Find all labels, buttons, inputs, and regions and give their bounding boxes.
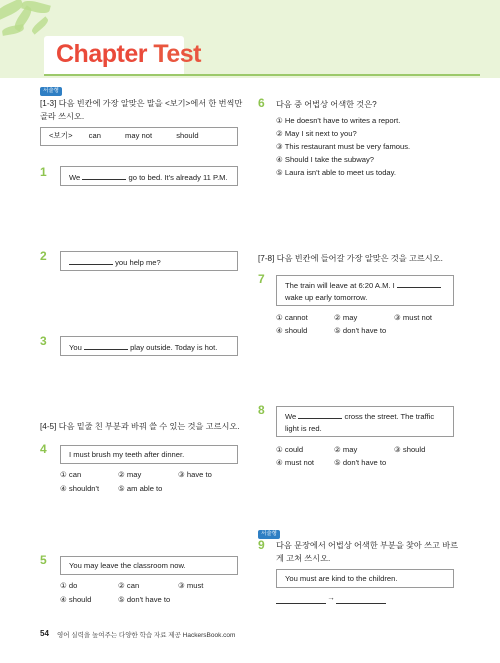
answer-blank: [69, 256, 113, 265]
option[interactable]: ④ should: [276, 326, 308, 335]
page-number: 54: [40, 629, 49, 638]
q6-question: 다음 중 어법상 어색한 것은?: [276, 100, 377, 109]
option[interactable]: ④ shouldn't: [60, 484, 100, 493]
q7-sentence-box: The train will leave at 6:20 A.M. I wake up early tomorrow.: [276, 275, 454, 306]
option[interactable]: ⑤ don't have to: [334, 458, 387, 467]
option[interactable]: ① can: [60, 470, 82, 479]
question-number: 3: [40, 334, 47, 348]
q9-question: 다음 문장에서 어법상 어색한 부분을 찾아 쓰고 바르 게 고쳐 쓰시오.: [276, 541, 459, 563]
q4-sentence-box: I must brush my teeth after dinner.: [60, 445, 238, 464]
question-number: 4: [40, 442, 47, 456]
answer-blank: [82, 171, 126, 180]
q8-sentence-box: We cross the street. The traffic light is red.: [276, 406, 454, 437]
option[interactable]: ⑤ Laura isn't able to meet us today.: [276, 168, 396, 177]
option[interactable]: ① do: [60, 581, 78, 590]
instruction-4-5: [4-5] 다음 밑줄 친 부분과 바꿔 쓸 수 있는 것을 고르시오.: [40, 422, 240, 431]
descriptive-tag: 서술형: [40, 87, 62, 96]
arrow-icon: →: [327, 593, 335, 602]
instruction-1-3: [1-3] 다음 빈칸에 가장 알맞은 말을 <보기>에서 한 번씩만 골라 쓰시오.: [40, 99, 243, 121]
option[interactable]: ④ must not: [276, 458, 315, 467]
bogi-label: <보기>: [49, 131, 73, 140]
question-number: 7: [258, 272, 265, 286]
question-number: 8: [258, 403, 265, 417]
q9-sentence-box: You must are kind to the children.: [276, 569, 454, 588]
option[interactable]: ① could: [276, 445, 304, 454]
answer-line-correct[interactable]: [336, 594, 386, 604]
option[interactable]: ② may: [118, 470, 142, 479]
option[interactable]: ② may: [334, 445, 358, 454]
option[interactable]: ③ should: [394, 445, 426, 454]
option[interactable]: ④ Should I take the subway?: [276, 155, 374, 164]
bogi-word: can: [88, 131, 101, 140]
option[interactable]: ⑤ am able to: [118, 484, 163, 493]
option[interactable]: ③ must not: [394, 313, 433, 322]
question-number: 2: [40, 249, 47, 263]
option[interactable]: ② may: [334, 313, 358, 322]
footer-text: 영어 실력을 높여주는 다양한 학습 자료 제공 HackersBook.com: [57, 632, 236, 639]
q5-sentence-box: You may leave the classroom now.: [60, 556, 238, 575]
option[interactable]: ③ This restaurant must be very famous.: [276, 142, 411, 151]
option[interactable]: ② can: [118, 581, 140, 590]
title-underline: [44, 74, 480, 76]
question-number: 6: [258, 96, 265, 110]
bogi-word: should: [176, 131, 199, 140]
option[interactable]: ② May I sit next to you?: [276, 129, 357, 138]
instruction-7-8: [7-8] 다음 빈칸에 들어갈 가장 알맞은 것을 고르시오.: [258, 254, 443, 263]
option[interactable]: ③ must: [178, 581, 204, 590]
bogi-word: may not: [125, 131, 153, 140]
q3-sentence-box: You play outside. Today is hot.: [60, 336, 238, 356]
q2-sentence-box: you help me?: [60, 251, 238, 271]
answer-blank: [298, 410, 342, 419]
bogi-box: [40, 127, 238, 146]
option[interactable]: ① He doesn't have to writes a report.: [276, 116, 401, 125]
option[interactable]: ④ should: [60, 595, 92, 604]
descriptive-tag: 서술형: [258, 530, 280, 539]
option[interactable]: ⑤ don't have to: [118, 595, 171, 604]
option[interactable]: ⑤ don't have to: [334, 326, 387, 335]
answer-blank: [397, 279, 441, 288]
option[interactable]: ③ have to: [178, 470, 212, 479]
answer-line-wrong[interactable]: [276, 594, 326, 604]
page-title: Chapter Test: [56, 40, 201, 68]
option[interactable]: ① cannot: [276, 313, 308, 322]
question-number: 1: [40, 165, 47, 179]
q1-sentence-box: We go to bed. It's already 11 P.M.: [60, 166, 238, 186]
question-number: 9: [258, 538, 265, 552]
question-number: 5: [40, 553, 47, 567]
answer-blank: [84, 341, 128, 350]
